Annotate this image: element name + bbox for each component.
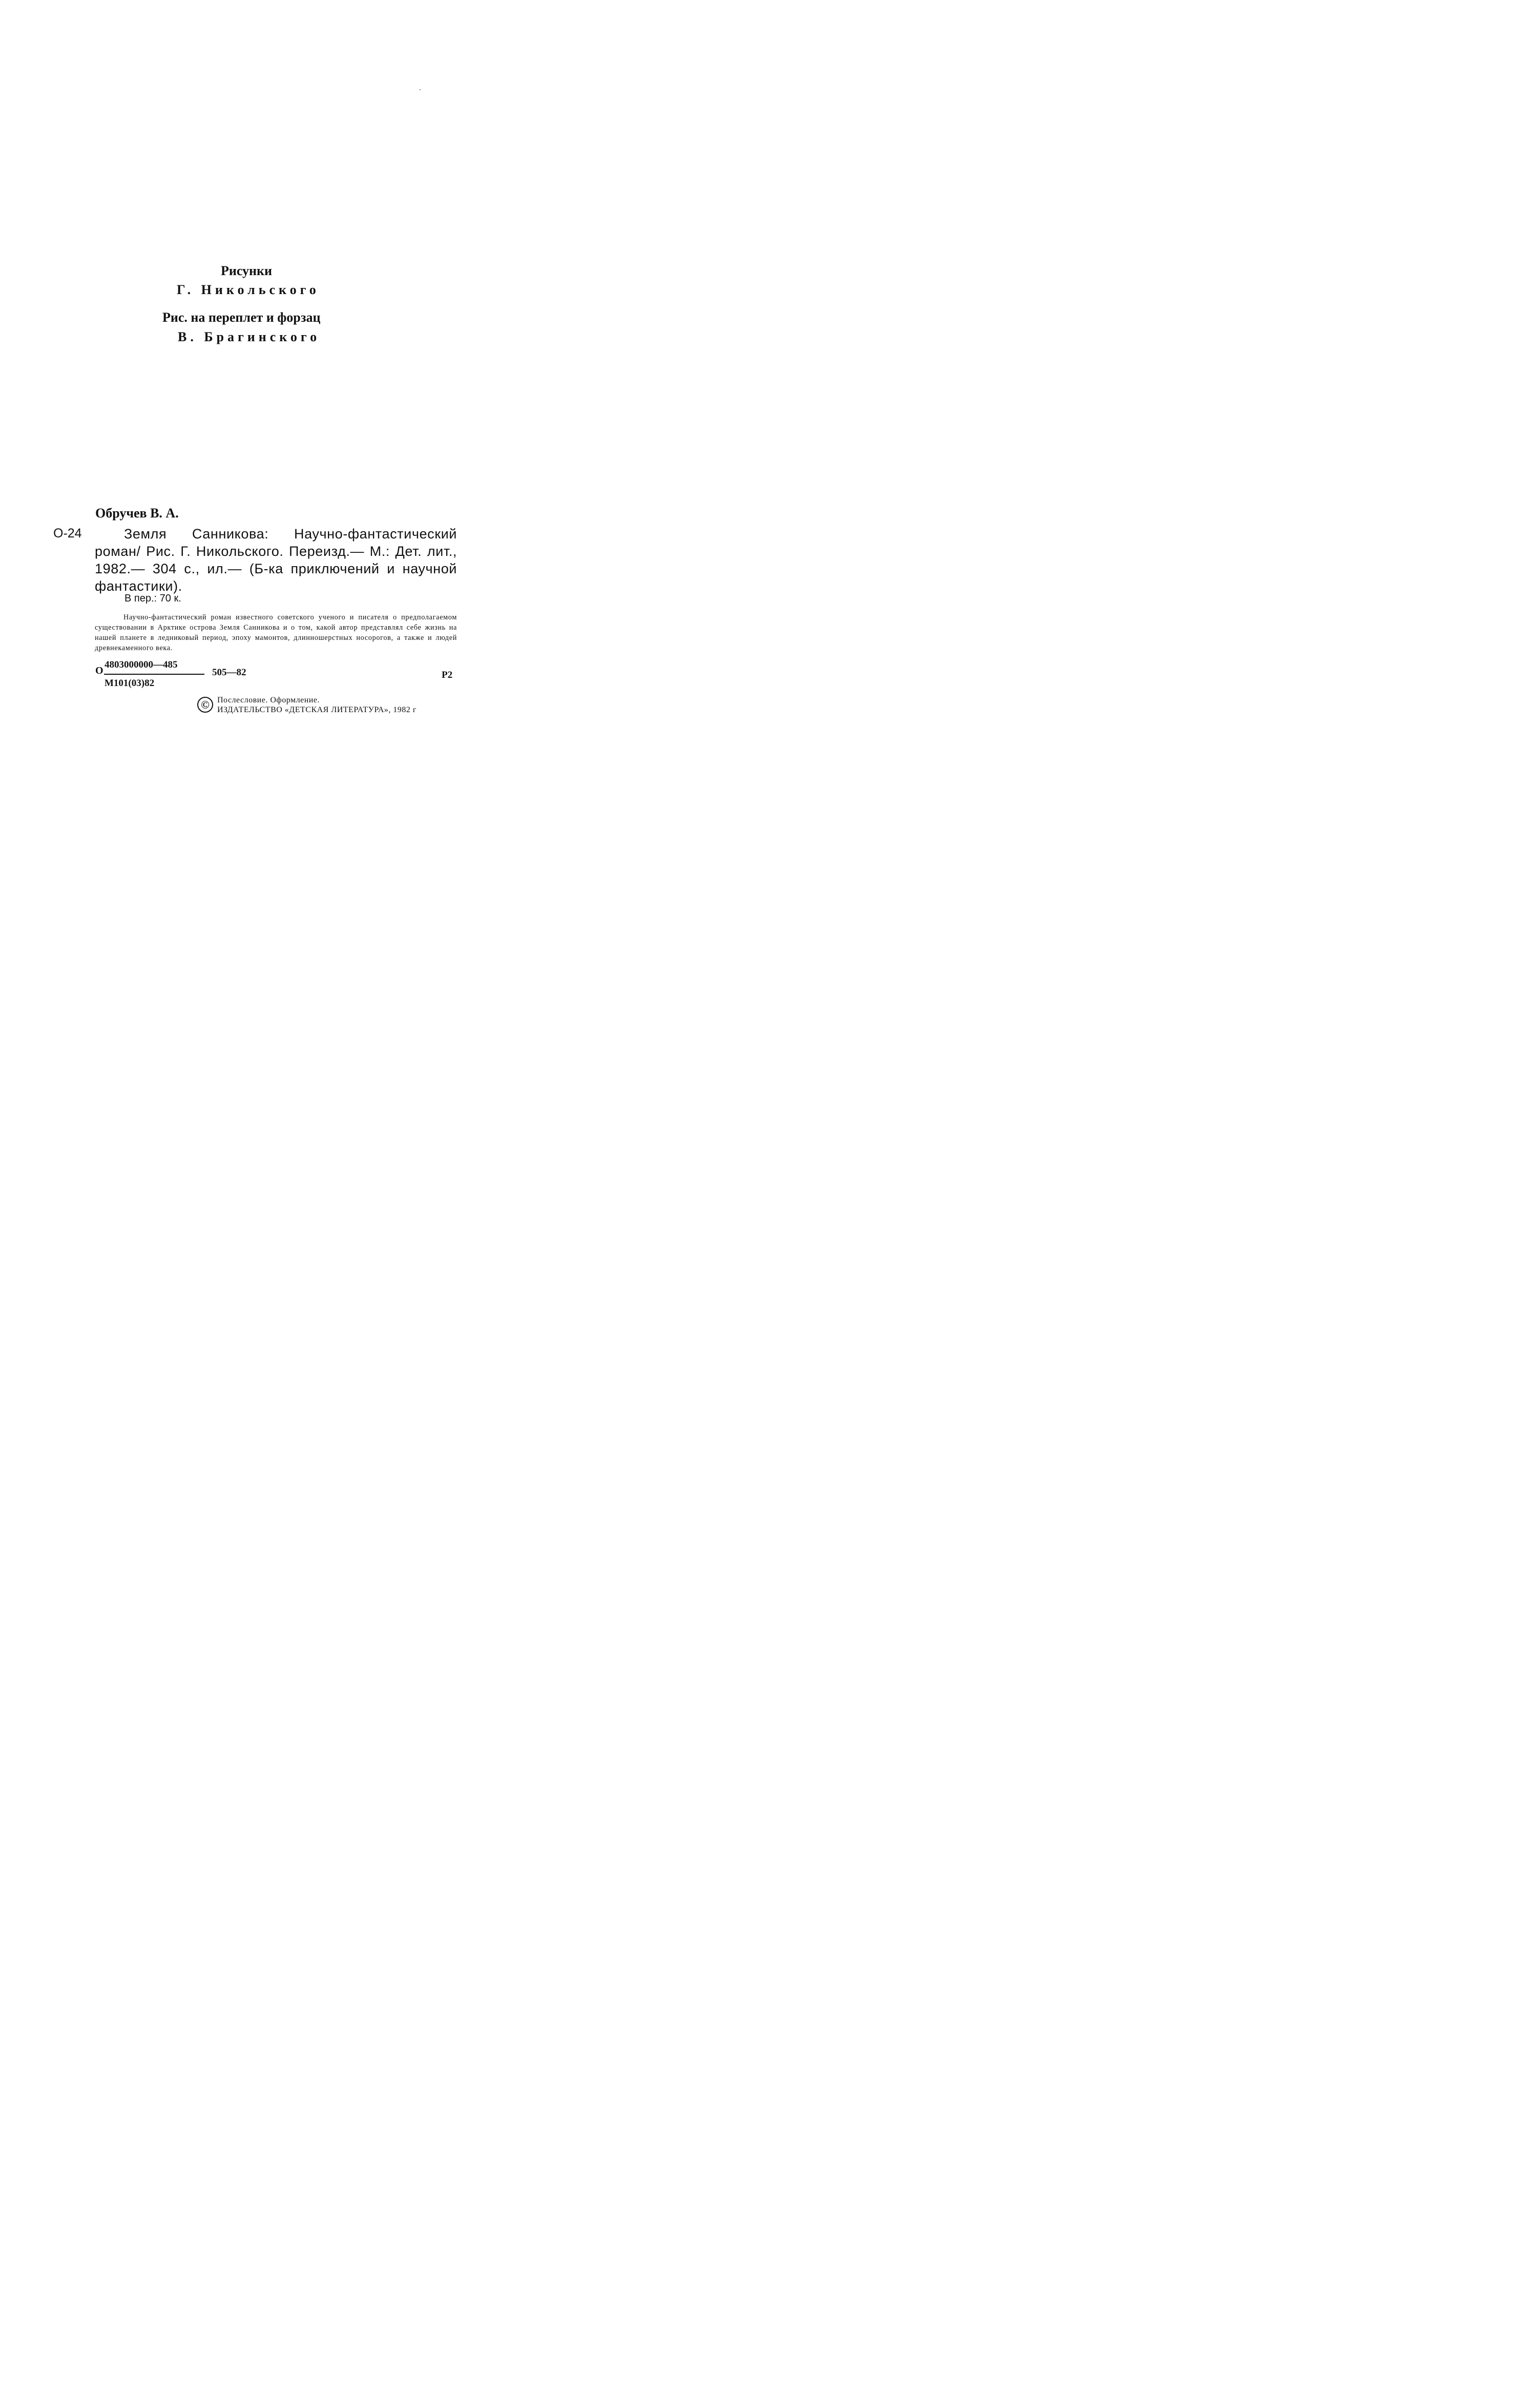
- catalog-author: Обручев В. А.: [95, 506, 179, 521]
- index-numerator: 4803000000—485: [105, 659, 178, 670]
- index-letter: О: [95, 665, 103, 676]
- cover-art-label: Рис. на переплет и форзац: [162, 310, 321, 325]
- cover-artist-name: В. Брагинского: [178, 329, 321, 344]
- index-denominator: М101(03)82: [105, 678, 155, 689]
- catalog-description: Земля Санникова: Научно-фантастический роман/ Рис. Г. Никольского. Переизд.— М.: Дет. лит., 1982.— 304 с., ил.— (Б-ка приключений и научной фантастики).: [95, 526, 457, 594]
- catalog-annotation: Научно-фантастический роман известного советского ученого и писателя о предполагаемом существовании в Арктике острова Земля Санникова и о том, какой автор представлял себе жизнь на нашей планете в ледниковый период, эпоху мамонтов, длинношерстных носорогов, а также и людей древнекаменного века.: [95, 613, 457, 652]
- copyright-text: [217, 695, 417, 715]
- copyright-line-2: ИЗДАТЕЛЬСТВО «ДЕТСКАЯ ЛИТЕРАТУРА», 1982 г: [217, 705, 417, 714]
- bbk-code: Р2: [442, 670, 453, 680]
- catalog-price: В пер.: 70 к.: [124, 593, 181, 604]
- copyright-line-1: Послесловие. Оформление.: [217, 696, 320, 704]
- catalog-code: О-24: [53, 526, 82, 541]
- copyright-icon: ©: [197, 697, 213, 713]
- fraction-line: [104, 674, 204, 675]
- scan-speck: [420, 89, 421, 90]
- index-right-code: 505—82: [212, 667, 246, 678]
- illustrations-label: Рисунки: [221, 263, 273, 278]
- illustrator-name: Г. Никольского: [177, 282, 320, 297]
